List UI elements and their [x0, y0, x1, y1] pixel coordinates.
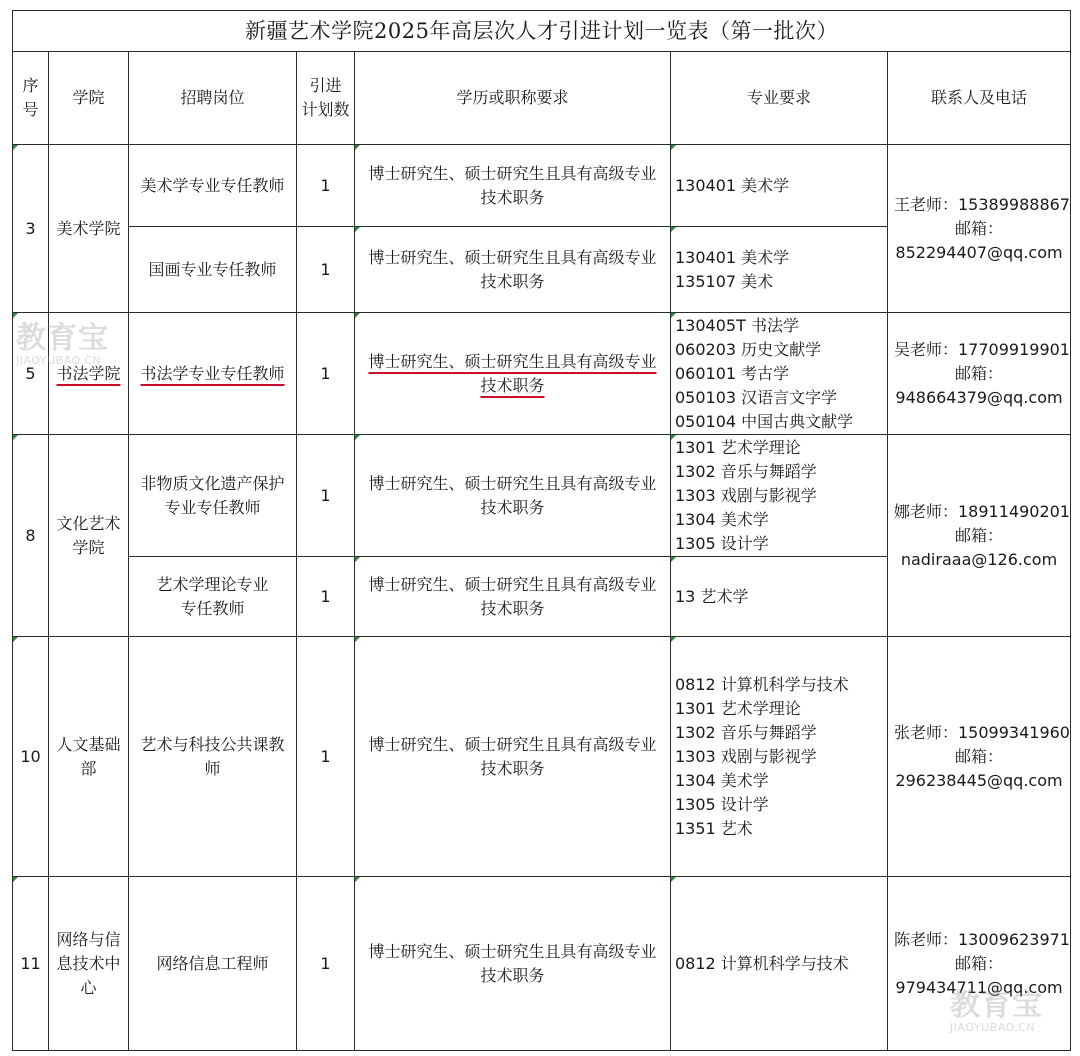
- college-cell: [49, 313, 129, 435]
- major-cell-line: 130401 美术学: [675, 247, 790, 267]
- contact-cell-line: 娜老师：18911490201: [894, 501, 1070, 521]
- education-cell: [355, 435, 671, 557]
- major-cell-line: 135107 美术: [675, 271, 774, 291]
- position-cell-line: 美术学专业专任教师: [140, 175, 285, 195]
- major-cell-line: 130401 美术学: [675, 175, 790, 195]
- contact-cell-line: 邮箱：: [955, 218, 1004, 238]
- education-cell-line: 技术职务: [480, 598, 545, 618]
- position-cell-line: 国画专业专任教师: [148, 259, 277, 279]
- contact-cell-line: 吴老师：17709919901: [894, 339, 1070, 359]
- education-cell-line: 博士研究生、硕士研究生且具有高级专业: [368, 473, 657, 493]
- contact-cell-line: 852294407@qq.com: [895, 242, 1063, 262]
- education-cell-line: 技术职务: [480, 375, 545, 395]
- position-cell-line: 艺术与科技公共课教: [140, 734, 285, 754]
- college-cell-line: 心: [80, 977, 97, 997]
- header-college: 学院: [49, 52, 129, 145]
- education-cell-line: 技术职务: [480, 758, 545, 778]
- major-cell-line: 1301 艺术学理论: [675, 698, 801, 718]
- watermark-url-text: JIAOYUBAO.CN: [16, 354, 102, 367]
- plan-cell: 1: [297, 313, 355, 435]
- education-cell: [355, 227, 671, 313]
- plan-cell: 1: [297, 227, 355, 313]
- education-cell-line: 博士研究生、硕士研究生且具有高级专业: [368, 941, 657, 961]
- header-plan-line: 计划数: [301, 100, 350, 119]
- major-cell-line: 060101 考古学: [675, 363, 790, 383]
- contact-cell-line: 陈老师：13009623971: [894, 929, 1070, 949]
- header-seq-line: 序: [22, 76, 39, 95]
- major-cell: [671, 313, 888, 435]
- college-cell: [49, 435, 129, 637]
- major-cell-line: 1304 美术学: [675, 509, 769, 529]
- header-seq-line: 号: [22, 100, 39, 119]
- education-cell: [355, 877, 671, 1051]
- education-cell-line: 技术职务: [480, 965, 545, 985]
- contact-cell-line: nadiraaa@126.com: [900, 549, 1058, 569]
- major-cell: [671, 435, 888, 557]
- college-cell: [49, 637, 129, 877]
- college-cell-line: 书法学院: [56, 363, 121, 383]
- major-cell-line: 0812 计算机科学与技术: [675, 674, 849, 694]
- major-cell-line: 1351 艺术: [675, 818, 753, 838]
- contact-cell-line: 邮箱：: [955, 525, 1004, 545]
- major-cell: [671, 637, 888, 877]
- college-cell: [49, 877, 129, 1051]
- major-cell-line: 1302 音乐与舞蹈学: [675, 722, 817, 742]
- position-cell-line: 专业专任教师: [164, 497, 261, 517]
- education-cell-line: 博士研究生、硕士研究生且具有高级专业: [368, 247, 657, 267]
- position-cell: [129, 637, 297, 877]
- recruitment-table: [12, 10, 1071, 1051]
- education-cell: [355, 557, 671, 637]
- education-cell-line: 博士研究生、硕士研究生且具有高级专业: [368, 574, 657, 594]
- plan-cell: 1: [297, 877, 355, 1051]
- education-cell-line: 博士研究生、硕士研究生且具有高级专业: [368, 163, 657, 183]
- education-cell-line: 技术职务: [480, 187, 545, 207]
- major-cell-line: 050103 汉语言文字学: [675, 387, 838, 407]
- major-cell: [671, 877, 888, 1051]
- contact-cell-line: 邮箱：: [955, 363, 1004, 383]
- major-cell: [671, 145, 888, 227]
- major-cell: [671, 557, 888, 637]
- table-row: [13, 877, 1071, 1051]
- seq-cell: 10: [13, 637, 49, 877]
- major-cell-line: 1303 戏剧与影视学: [675, 746, 817, 766]
- seq-cell: 3: [13, 145, 49, 313]
- header-plan: [297, 52, 355, 145]
- plan-cell: 1: [297, 637, 355, 877]
- header-contact: 联系人及电话: [888, 52, 1071, 145]
- watermark-url-text: JIAOYUBAO.CN: [950, 1021, 1036, 1034]
- contact-cell: [888, 877, 1071, 1051]
- position-cell: [129, 145, 297, 227]
- college-cell-line: 息技术中: [56, 953, 121, 973]
- college-cell-line: 学院: [72, 537, 105, 557]
- watermark-logo-text: 教育宝: [950, 988, 1043, 1023]
- college-cell-line: 美术学院: [56, 218, 121, 238]
- contact-cell: [888, 435, 1071, 637]
- table-title: 新疆艺术学院2025年高层次人才引进计划一览表（第一批次）: [13, 11, 1071, 52]
- contact-cell: [888, 145, 1071, 313]
- seq-cell: 5: [13, 313, 49, 435]
- header-seq: [13, 52, 49, 145]
- position-cell-line: 艺术学理论专业: [156, 574, 269, 594]
- major-cell: [671, 227, 888, 313]
- table-header-row: [13, 52, 1071, 145]
- contact-cell-line: 邮箱：: [955, 746, 1004, 766]
- education-cell-line: 博士研究生、硕士研究生且具有高级专业: [368, 351, 657, 371]
- major-cell-line: 130405T 书法学: [675, 315, 799, 335]
- education-cell-line: 技术职务: [480, 497, 545, 517]
- contact-cell: [888, 637, 1071, 877]
- position-cell: [129, 227, 297, 313]
- header-plan-line: 引进: [309, 76, 342, 95]
- seq-cell: 8: [13, 435, 49, 637]
- education-cell-line: 技术职务: [480, 271, 545, 291]
- seq-cell: 11: [13, 877, 49, 1051]
- plan-cell: 1: [297, 145, 355, 227]
- position-cell: [129, 877, 297, 1051]
- major-cell-line: 1303 戏剧与影视学: [675, 485, 817, 505]
- table-row: [13, 145, 1071, 227]
- college-cell: [49, 145, 129, 313]
- college-cell-line: 网络与信: [56, 929, 121, 949]
- position-cell-line: 非物质文化遗产保护: [140, 473, 285, 493]
- major-cell-line: 1305 设计学: [675, 533, 769, 553]
- contact-cell-line: 948664379@qq.com: [895, 387, 1063, 407]
- table-row: [13, 313, 1071, 435]
- major-cell-line: 1301 艺术学理论: [675, 437, 801, 457]
- major-cell-line: 1304 美术学: [675, 770, 769, 790]
- major-cell-line: 0812 计算机科学与技术: [675, 953, 849, 973]
- major-cell-line: 050104 中国古典文献学: [675, 411, 854, 431]
- major-cell-line: 1302 音乐与舞蹈学: [675, 461, 817, 481]
- watermark-logo-text: 教育宝: [16, 321, 109, 356]
- college-cell-line: 部: [80, 758, 97, 778]
- contact-cell: [888, 313, 1071, 435]
- position-cell: [129, 557, 297, 637]
- college-cell-line: 人文基础: [56, 734, 121, 754]
- plan-cell: 1: [297, 557, 355, 637]
- contact-cell-line: 张老师：15099341960: [894, 722, 1070, 742]
- college-cell-line: 文化艺术: [56, 513, 121, 533]
- education-cell: [355, 313, 671, 435]
- education-cell-line: 博士研究生、硕士研究生且具有高级专业: [368, 734, 657, 754]
- education-cell: [355, 145, 671, 227]
- contact-cell-line: 邮箱：: [955, 953, 1004, 973]
- plan-cell: 1: [297, 435, 355, 557]
- header-major: 专业要求: [671, 52, 888, 145]
- contact-cell-line: 王老师：15389988867: [894, 194, 1070, 214]
- education-cell: [355, 637, 671, 877]
- contact-cell-line: 979434711@qq.com: [895, 977, 1063, 997]
- major-cell-line: 13 艺术学: [675, 586, 749, 606]
- position-cell: [129, 313, 297, 435]
- contact-cell-line: 296238445@qq.com: [895, 770, 1063, 790]
- table-row: [13, 637, 1071, 877]
- position-cell: [129, 435, 297, 557]
- header-position: 招聘岗位: [129, 52, 297, 145]
- header-education: 学历或职称要求: [355, 52, 671, 145]
- major-cell-line: 1305 设计学: [675, 794, 769, 814]
- position-cell-line: 专任教师: [180, 598, 245, 618]
- major-cell-line: 060203 历史文献学: [675, 339, 822, 359]
- position-cell-line: 书法学专业专任教师: [140, 363, 285, 383]
- position-cell-line: 师: [204, 758, 221, 778]
- table-row: [13, 435, 1071, 557]
- position-cell-line: 网络信息工程师: [156, 953, 269, 973]
